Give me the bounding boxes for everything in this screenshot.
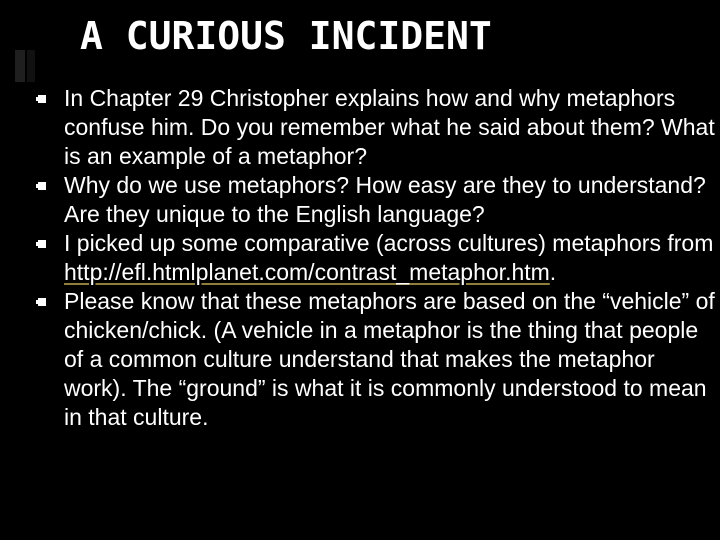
bullet-item-2 xyxy=(36,171,716,229)
square-bullet-icon xyxy=(36,296,48,308)
bullet-item-1 xyxy=(36,84,716,171)
bullet-text-2: Why do we use metaphors? How easy are they to understand? Are they unique to the English language? xyxy=(64,172,706,227)
bullet-list xyxy=(36,84,716,432)
accent-bar-right xyxy=(27,50,35,82)
metaphor-link[interactable]: http://efl.htmlplanet.com/contrast_metaphor.htm xyxy=(64,259,550,285)
bullet-item-3 xyxy=(36,229,716,287)
bullet-text-4: Please know that these metaphors are based on the “vehicle” of chicken/chick. (A vehicle in a metaphor is the thing that people of a common culture understand that makes the metaphor work). The “ground” is what it is commonly understood to mean in that culture. xyxy=(64,288,715,430)
accent-bar-left xyxy=(15,50,25,82)
bullet-text-1: In Chapter 29 Christopher explains how and why metaphors confuse him. Do you remember what he said about them? What is an example of a metaphor? xyxy=(64,85,715,169)
square-bullet-icon xyxy=(36,93,48,105)
square-bullet-icon xyxy=(36,180,48,192)
square-bullet-icon xyxy=(36,238,48,250)
bullet-text-3-after: . xyxy=(549,259,557,285)
slide-title: A CURIOUS INCIDENT xyxy=(80,14,492,58)
bullet-text-3-before: I picked up some comparative (across cultures) metaphors from xyxy=(64,230,714,256)
bullet-item-4 xyxy=(36,287,716,432)
